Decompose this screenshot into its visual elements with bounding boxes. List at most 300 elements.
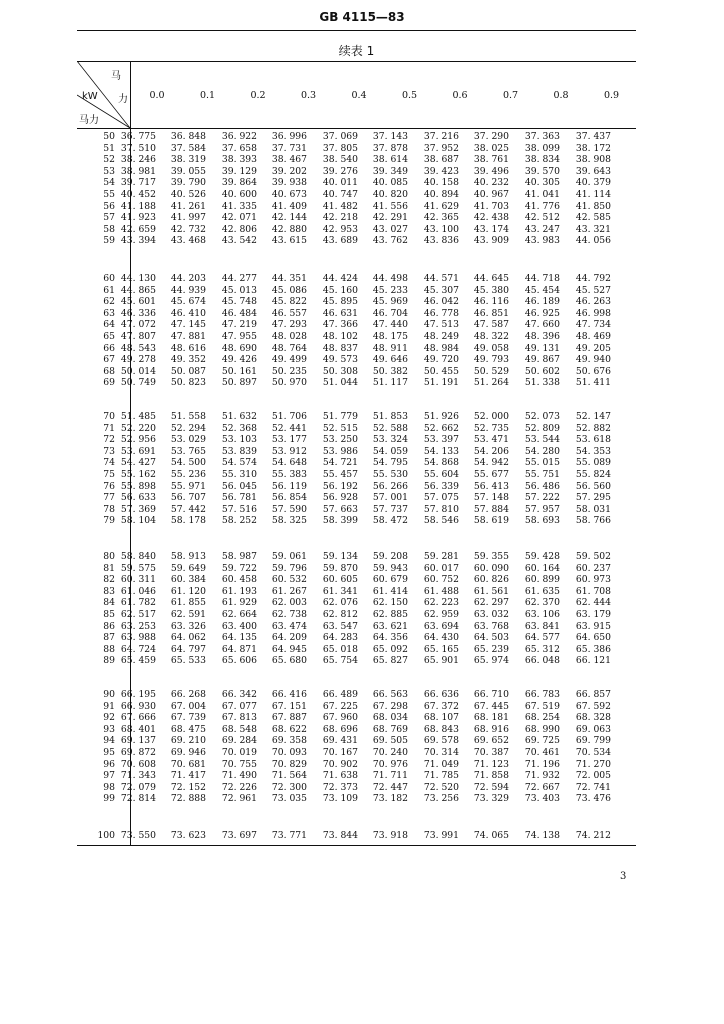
table-row — [77, 551, 636, 563]
table-cell: 51. 338 — [524, 377, 560, 389]
row-horsepower: 95 — [103, 746, 115, 758]
table-row — [77, 621, 636, 633]
row-horsepower: 85 — [103, 608, 115, 620]
table-cell: 69. 652 — [473, 735, 509, 747]
table-cell: 52. 956 — [120, 434, 156, 446]
table-row — [77, 770, 636, 782]
table-cell: 39. 423 — [423, 165, 459, 177]
table-cell: 65. 092 — [372, 643, 408, 655]
table-cell: 58. 104 — [120, 515, 156, 527]
table-row — [77, 655, 636, 667]
table-cell: 53. 250 — [322, 434, 358, 446]
table-row — [77, 586, 636, 598]
table-cell: 53. 912 — [271, 445, 307, 457]
table-cell: 59. 134 — [322, 551, 358, 562]
table-cell: 66. 930 — [120, 700, 156, 712]
table-cell: 40. 085 — [372, 177, 408, 189]
table-cell: 71. 196 — [524, 758, 560, 770]
table-cell: 50. 749 — [120, 377, 156, 389]
table-cell: 58. 546 — [423, 515, 459, 527]
table-cell: 67. 445 — [473, 700, 509, 712]
table-cell: 58. 252 — [221, 515, 257, 527]
table-cell: 55. 898 — [120, 480, 156, 492]
table-cell: 59. 355 — [473, 551, 509, 562]
table-cell: 52. 294 — [170, 422, 206, 434]
table-cell: 66. 489 — [322, 689, 358, 700]
table-row — [77, 689, 636, 701]
table-cell: 55. 015 — [524, 457, 560, 469]
row-horsepower: 72 — [103, 434, 115, 446]
table-cell: 44. 865 — [120, 284, 156, 296]
table-cell: 64. 135 — [221, 632, 257, 644]
table-cell: 47. 734 — [575, 319, 611, 331]
table-cell: 49. 499 — [271, 354, 307, 366]
table-cell: 62. 076 — [322, 597, 358, 609]
table-cell: 65. 901 — [423, 655, 459, 667]
table-cell: 36. 922 — [221, 131, 257, 142]
table-cell: 47. 440 — [372, 319, 408, 331]
table-cell: 49. 720 — [423, 354, 459, 366]
table-cell: 69. 063 — [575, 723, 611, 735]
table-cell: 46. 704 — [372, 307, 408, 319]
column-header: 0.3 — [300, 90, 317, 101]
table-cell: 54. 427 — [120, 457, 156, 469]
table-cell: 55. 971 — [170, 480, 206, 492]
table-cell: 61. 193 — [221, 585, 257, 597]
table-cell: 68. 990 — [524, 723, 560, 735]
table-cell: 52. 000 — [473, 411, 509, 422]
row-group — [77, 131, 636, 247]
table-cell: 54. 721 — [322, 457, 358, 469]
table-cell: 74. 065 — [473, 830, 509, 841]
table-cell: 44. 792 — [575, 273, 611, 284]
table-cell: 53. 765 — [170, 445, 206, 457]
table-cell: 56. 633 — [120, 492, 156, 504]
table-cell: 61. 708 — [575, 585, 611, 597]
table-cell: 51. 264 — [473, 377, 509, 389]
table-cell: 57. 075 — [423, 492, 459, 504]
table-cell: 64. 724 — [120, 643, 156, 655]
table-cell: 58. 619 — [473, 515, 509, 527]
table-cell: 66. 857 — [575, 689, 611, 700]
table-cell: 38. 908 — [575, 154, 611, 166]
table-cell: 66. 563 — [372, 689, 408, 700]
table-cell: 55. 530 — [372, 468, 408, 480]
table-cell: 66. 783 — [524, 689, 560, 700]
table-cell: 56. 266 — [372, 480, 408, 492]
table-cell: 53. 691 — [120, 445, 156, 457]
table-cell: 67. 592 — [575, 700, 611, 712]
table-cell: 61. 267 — [271, 585, 307, 597]
table-cell: 51. 779 — [322, 411, 358, 422]
table-cell: 40. 232 — [473, 177, 509, 189]
row-horsepower: 86 — [103, 620, 115, 632]
table-cell: 67. 666 — [120, 712, 156, 724]
table-cell: 63. 694 — [423, 620, 459, 632]
table-cell: 70. 902 — [322, 758, 358, 770]
table-cell: 40. 158 — [423, 177, 459, 189]
table-cell: 71. 785 — [423, 770, 459, 782]
table-cell: 45. 233 — [372, 284, 408, 296]
table-row — [77, 793, 636, 805]
table-cell: 48. 911 — [372, 342, 408, 354]
table-cell: 42. 880 — [271, 223, 307, 235]
table-cell: 48. 984 — [423, 342, 459, 354]
table-cell: 44. 718 — [524, 273, 560, 284]
table-cell: 65. 018 — [322, 643, 358, 655]
row-group — [77, 689, 636, 805]
table-cell: 38. 393 — [221, 154, 257, 166]
table-cell: 48. 469 — [575, 330, 611, 342]
table-row — [77, 644, 636, 656]
table-cell: 49. 352 — [170, 354, 206, 366]
table-cell: 44. 645 — [473, 273, 509, 284]
table-cell: 62. 444 — [575, 597, 611, 609]
table-cell: 50. 308 — [322, 365, 358, 377]
table-cell: 69. 210 — [170, 735, 206, 747]
table-cell: 50. 823 — [170, 377, 206, 389]
row-horsepower: 91 — [103, 700, 115, 712]
table-cell: 43. 468 — [170, 235, 206, 247]
table-cell: 42. 071 — [221, 212, 257, 224]
table-cell: 44. 939 — [170, 284, 206, 296]
table-cell: 46. 116 — [473, 296, 509, 308]
table-cell: 58. 178 — [170, 515, 206, 527]
table-cell: 48. 175 — [372, 330, 408, 342]
table-cell: 45. 380 — [473, 284, 509, 296]
table-row — [77, 411, 636, 423]
row-horsepower: 94 — [103, 735, 115, 747]
table-cell: 56. 119 — [271, 480, 307, 492]
table-cell: 70. 681 — [170, 758, 206, 770]
table-cell: 56. 854 — [271, 492, 307, 504]
row-horsepower: 56 — [103, 200, 115, 212]
column-header: 0.6 — [452, 90, 468, 101]
table-cell: 39. 349 — [372, 165, 408, 177]
table-cell: 63. 326 — [170, 620, 206, 632]
table-cell: 38. 025 — [473, 142, 509, 154]
table-cell: 57. 516 — [221, 503, 257, 515]
row-horsepower: 90 — [103, 689, 115, 700]
table-cell: 63. 547 — [322, 620, 358, 632]
table-cell: 47. 955 — [221, 330, 257, 342]
table-cell: 65. 974 — [473, 655, 509, 667]
table-cell: 52. 441 — [271, 422, 307, 434]
table-cell: 48. 690 — [221, 342, 257, 354]
table-cell: 55. 310 — [221, 468, 257, 480]
row-horsepower: 80 — [103, 551, 115, 562]
row-horsepower: 88 — [103, 643, 115, 655]
table-cell: 47. 881 — [170, 330, 206, 342]
table-cell: 73. 918 — [372, 830, 408, 841]
table-cell: 70. 240 — [372, 746, 408, 758]
table-cell: 69. 799 — [575, 735, 611, 747]
table-cell: 56. 707 — [170, 492, 206, 504]
table-bottom-rule — [77, 845, 636, 846]
table-cell: 55. 457 — [322, 468, 358, 480]
column-header: 0.1 — [199, 90, 216, 101]
table-cell: 59. 870 — [322, 562, 358, 574]
row-horsepower: 97 — [103, 770, 115, 782]
table-cell: 45. 674 — [170, 296, 206, 308]
table-cell: 48. 837 — [322, 342, 358, 354]
table-cell: 37. 878 — [372, 142, 408, 154]
table-cell: 54. 206 — [473, 445, 509, 457]
table-cell: 70. 976 — [372, 758, 408, 770]
table-row — [77, 131, 636, 143]
table-cell: 60. 311 — [120, 574, 156, 586]
row-horsepower: 54 — [103, 177, 115, 189]
table-cell: 62. 003 — [271, 597, 307, 609]
table-row — [77, 319, 636, 331]
table-cell: 68. 254 — [524, 712, 560, 724]
table-cell: 63. 621 — [372, 620, 408, 632]
table-cell: 62. 517 — [120, 608, 156, 620]
row-horsepower: 100 — [97, 830, 115, 841]
table-cell: 43. 247 — [524, 223, 560, 235]
table-cell: 51. 926 — [423, 411, 459, 422]
table-cell: 66. 048 — [524, 655, 560, 667]
table-cell: 53. 839 — [221, 445, 257, 457]
table-cell: 73. 550 — [120, 830, 156, 841]
row-horsepower: 53 — [103, 165, 115, 177]
table-cell: 38. 172 — [575, 142, 611, 154]
table-cell: 41. 335 — [221, 200, 257, 212]
table-cell: 59. 649 — [170, 562, 206, 574]
table-cell: 65. 754 — [322, 655, 358, 667]
table-cell: 72. 667 — [524, 781, 560, 793]
table-row — [77, 759, 636, 771]
table-cell: 44. 351 — [271, 273, 307, 284]
table-cell: 72. 300 — [271, 781, 307, 793]
row-horsepower: 55 — [103, 188, 115, 200]
table-cell: 42. 732 — [170, 223, 206, 235]
table-cell: 57. 957 — [524, 503, 560, 515]
table-cell: 39. 938 — [271, 177, 307, 189]
table-cell: 51. 485 — [120, 411, 156, 422]
table-cell: 42. 512 — [524, 212, 560, 224]
table-cell: 56. 192 — [322, 480, 358, 492]
table-cell: 58. 766 — [575, 515, 611, 527]
table-cell: 64. 283 — [322, 632, 358, 644]
table-cell: 42. 659 — [120, 223, 156, 235]
table-cell: 55. 162 — [120, 468, 156, 480]
table-cell: 52. 220 — [120, 422, 156, 434]
table-cell: 37. 069 — [322, 131, 358, 142]
table-cell: 67. 077 — [221, 700, 257, 712]
row-horsepower: 98 — [103, 781, 115, 793]
table-cell: 51. 853 — [372, 411, 408, 422]
table-cell: 50. 382 — [372, 365, 408, 377]
table-cell: 61. 341 — [322, 585, 358, 597]
table-cell: 63. 253 — [120, 620, 156, 632]
table-row — [77, 201, 636, 213]
table-cell: 72. 226 — [221, 781, 257, 793]
table-cell: 50. 602 — [524, 365, 560, 377]
table-cell: 44. 277 — [221, 273, 257, 284]
table-cell: 71. 858 — [473, 770, 509, 782]
header-label-li: 力 — [118, 94, 128, 105]
table-cell: 72. 447 — [372, 781, 408, 793]
table-cell: 39. 055 — [170, 165, 206, 177]
table-cell: 60. 605 — [322, 574, 358, 586]
table-cell: 53. 544 — [524, 434, 560, 446]
table-cell: 40. 526 — [170, 188, 206, 200]
table-cell: 45. 307 — [423, 284, 459, 296]
table-cell: 64. 871 — [221, 643, 257, 655]
table-cell: 55. 677 — [473, 468, 509, 480]
table-cell: 63. 032 — [473, 608, 509, 620]
table-row — [77, 724, 636, 736]
header-label-ma: 马 — [111, 71, 121, 82]
table-cell: 46. 998 — [575, 307, 611, 319]
table-row — [77, 609, 636, 621]
table-cell: 54. 059 — [372, 445, 408, 457]
table-cell: 57. 222 — [524, 492, 560, 504]
table-row — [77, 434, 636, 446]
table-cell: 39. 129 — [221, 165, 257, 177]
table-cell: 43. 762 — [372, 235, 408, 247]
table-cell: 56. 781 — [221, 492, 257, 504]
table-cell: 41. 482 — [322, 200, 358, 212]
table-cell: 50. 087 — [170, 365, 206, 377]
table-cell: 50. 455 — [423, 365, 459, 377]
table-cell: 70. 829 — [271, 758, 307, 770]
table-cell: 52. 662 — [423, 422, 459, 434]
table-cell: 58. 693 — [524, 515, 560, 527]
table-cell: 58. 987 — [221, 551, 257, 562]
table-row — [77, 563, 636, 575]
table-cell: 62. 664 — [221, 608, 257, 620]
row-horsepower: 92 — [103, 712, 115, 724]
table-cell: 40. 305 — [524, 177, 560, 189]
table-cell: 68. 475 — [170, 723, 206, 735]
table-cell: 57. 737 — [372, 503, 408, 515]
table-cell: 69. 578 — [423, 735, 459, 747]
table-cell: 38. 761 — [473, 154, 509, 166]
table-cell: 67. 960 — [322, 712, 358, 724]
table-cell: 73. 109 — [322, 793, 358, 805]
table-cell: 65. 606 — [221, 655, 257, 667]
table-cell: 46. 557 — [271, 307, 307, 319]
page-number: 3 — [620, 871, 627, 882]
table-cell: 45. 822 — [271, 296, 307, 308]
table-row — [77, 597, 636, 609]
table-cell: 57. 590 — [271, 503, 307, 515]
table-cell: 38. 687 — [423, 154, 459, 166]
table-cell: 40. 747 — [322, 188, 358, 200]
table-cell: 59. 575 — [120, 562, 156, 574]
table-cell: 44. 056 — [575, 235, 611, 247]
table-cell: 39. 276 — [322, 165, 358, 177]
table-cell: 64. 356 — [372, 632, 408, 644]
table-cell: 37. 805 — [322, 142, 358, 154]
table-cell: 73. 771 — [271, 830, 307, 841]
table-cell: 49. 867 — [524, 354, 560, 366]
table-row — [77, 285, 636, 297]
table-cell: 41. 556 — [372, 200, 408, 212]
table-cell: 41. 261 — [170, 200, 206, 212]
table-cell: 46. 631 — [322, 307, 358, 319]
table-cell: 53. 029 — [170, 434, 206, 446]
table-row — [77, 457, 636, 469]
table-cell: 71. 564 — [271, 770, 307, 782]
table-cell: 64. 650 — [575, 632, 611, 644]
table-cell: 36. 996 — [271, 131, 307, 142]
table-cell: 37. 510 — [120, 142, 156, 154]
table-cell: 47. 219 — [221, 319, 257, 331]
row-horsepower: 75 — [103, 468, 115, 480]
table-cell: 72. 741 — [575, 781, 611, 793]
row-horsepower: 51 — [103, 142, 115, 154]
table-cell: 68. 696 — [322, 723, 358, 735]
table-cell: 65. 239 — [473, 643, 509, 655]
table-cell: 60. 679 — [372, 574, 408, 586]
table-cell: 41. 776 — [524, 200, 560, 212]
table-cell: 42. 144 — [271, 212, 307, 224]
table-cell: 54. 795 — [372, 457, 408, 469]
table-cell: 55. 383 — [271, 468, 307, 480]
table-row — [77, 735, 636, 747]
table-cell: 70. 534 — [575, 746, 611, 758]
table-cell: 36. 775 — [120, 131, 156, 142]
table-row — [77, 747, 636, 759]
table-cell: 63. 179 — [575, 608, 611, 620]
table-cell: 42. 438 — [473, 212, 509, 224]
table-row — [77, 469, 636, 481]
table-cell: 72. 961 — [221, 793, 257, 805]
row-horsepower: 64 — [103, 319, 115, 331]
table-cell: 66. 195 — [120, 689, 156, 700]
table-cell: 62. 959 — [423, 608, 459, 620]
table-cell: 67. 298 — [372, 700, 408, 712]
row-horsepower: 78 — [103, 503, 115, 515]
table-cell: 72. 079 — [120, 781, 156, 793]
table-cell: 62. 223 — [423, 597, 459, 609]
table-cell: 56. 928 — [322, 492, 358, 504]
table-cell: 39. 864 — [221, 177, 257, 189]
table-cell: 73. 329 — [473, 793, 509, 805]
table-cell: 64. 797 — [170, 643, 206, 655]
header-rule — [77, 30, 636, 31]
table-row — [77, 189, 636, 201]
table-cell: 39. 790 — [170, 177, 206, 189]
table-cell: 54. 868 — [423, 457, 459, 469]
table-cell: 39. 717 — [120, 177, 156, 189]
table-cell: 69. 137 — [120, 735, 156, 747]
row-horsepower: 59 — [103, 235, 115, 247]
table-cell: 67. 519 — [524, 700, 560, 712]
table-cell: 58. 031 — [575, 503, 611, 515]
table-cell: 70. 387 — [473, 746, 509, 758]
table-cell: 56. 045 — [221, 480, 257, 492]
table-row — [77, 377, 636, 389]
table-cell: 52. 882 — [575, 422, 611, 434]
table-cell: 63. 988 — [120, 632, 156, 644]
table-cell: 52. 735 — [473, 422, 509, 434]
table-row — [77, 782, 636, 794]
table-row — [77, 308, 636, 320]
table-cell: 37. 584 — [170, 142, 206, 154]
table-cell: 71. 638 — [322, 770, 358, 782]
table-cell: 43. 321 — [575, 223, 611, 235]
table-cell: 72. 005 — [575, 770, 611, 782]
table-cell: 64. 209 — [271, 632, 307, 644]
table-cell: 49. 940 — [575, 354, 611, 366]
table-row — [77, 492, 636, 504]
table-cell: 56. 486 — [524, 480, 560, 492]
table-cell: 43. 174 — [473, 223, 509, 235]
